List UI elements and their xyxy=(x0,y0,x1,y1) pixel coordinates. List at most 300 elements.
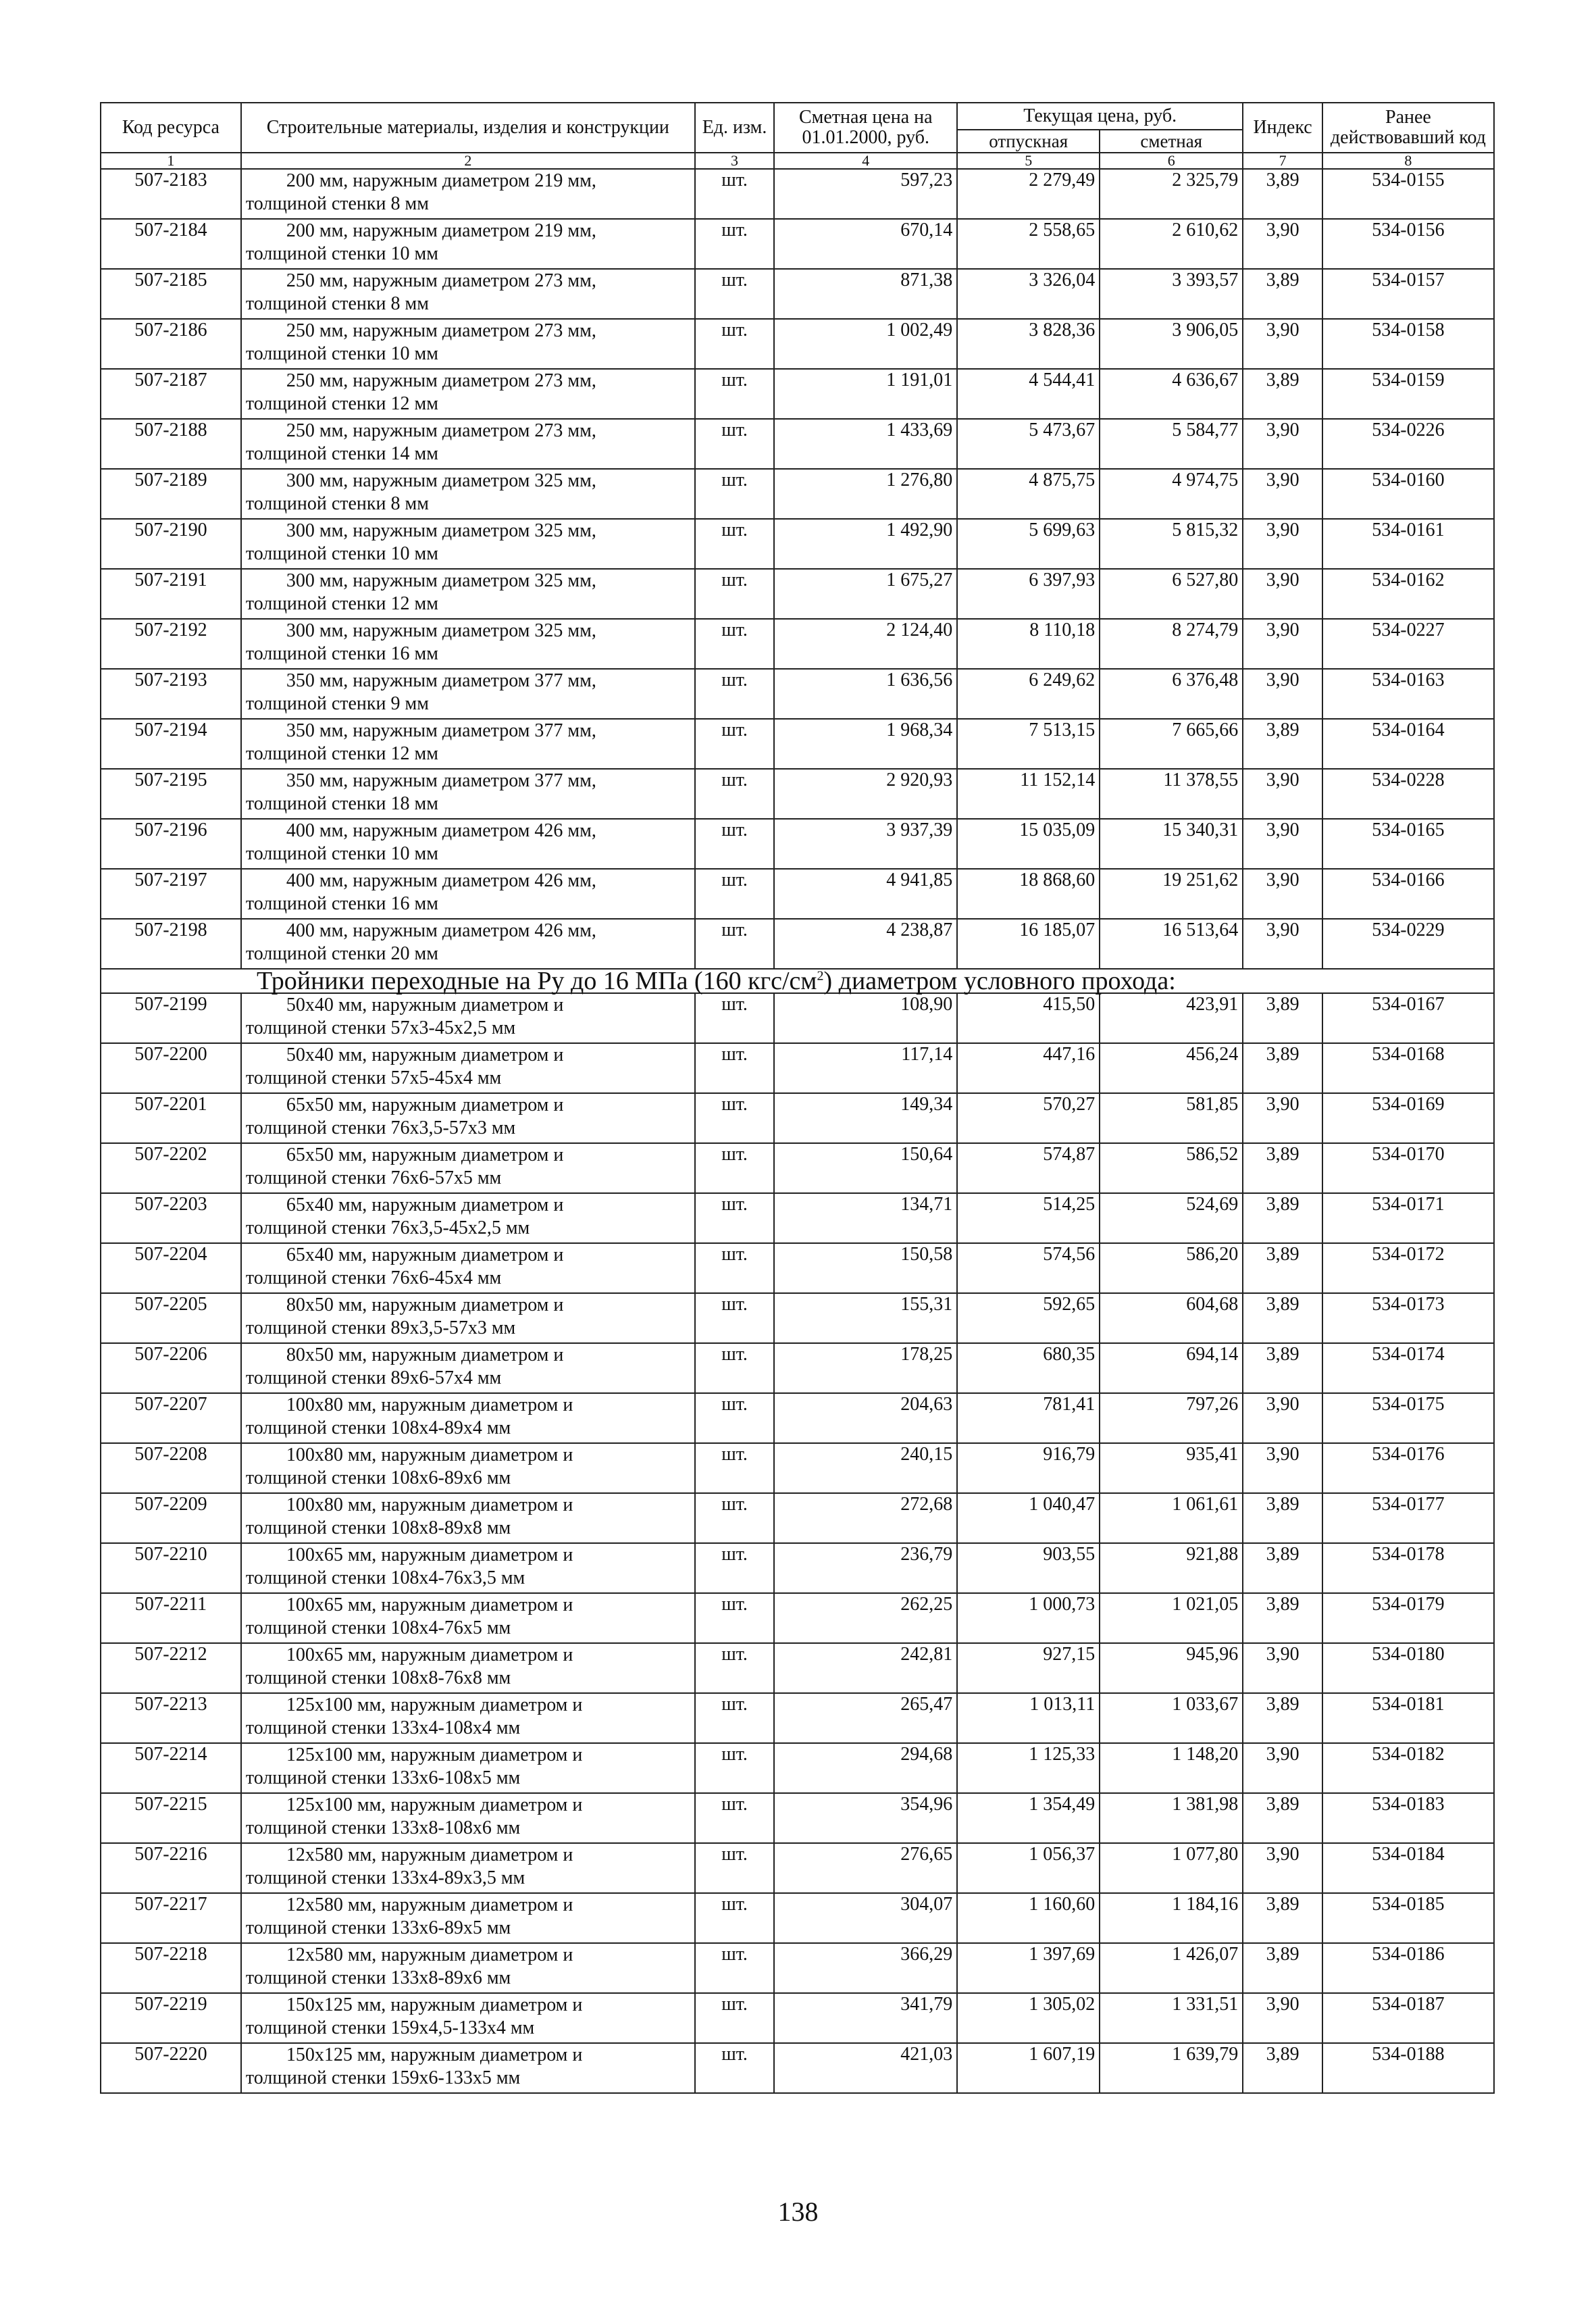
previous-code: 534-0167 xyxy=(1322,993,1494,1043)
price-index: 3,89 xyxy=(1243,1493,1322,1543)
description-line2: толщиной стенки 14 мм xyxy=(245,443,438,464)
unit: шт. xyxy=(695,419,775,469)
unit: шт. xyxy=(695,1093,775,1143)
previous-code: 534-0187 xyxy=(1322,1993,1494,2043)
base-price: 134,71 xyxy=(774,1193,957,1243)
resource-code: 507-2217 xyxy=(101,1893,241,1943)
unit: шт. xyxy=(695,1843,775,1893)
previous-code: 534-0227 xyxy=(1322,619,1494,669)
base-price: 150,58 xyxy=(774,1243,957,1293)
previous-code: 534-0181 xyxy=(1322,1693,1494,1743)
table-row xyxy=(101,919,1494,969)
wholesale-price: 1 013,11 xyxy=(957,1693,1100,1743)
resource-code: 507-2204 xyxy=(101,1243,241,1293)
unit: шт. xyxy=(695,319,775,369)
wholesale-price: 1 160,60 xyxy=(957,1893,1100,1943)
price-index: 3,89 xyxy=(1243,1893,1322,1943)
unit: шт. xyxy=(695,1293,775,1343)
base-price: 108,90 xyxy=(774,993,957,1043)
price-index: 3,90 xyxy=(1243,1843,1322,1893)
previous-code: 534-0170 xyxy=(1322,1143,1494,1193)
base-price: 366,29 xyxy=(774,1943,957,1993)
unit: шт. xyxy=(695,1193,775,1243)
description-line1: 250 мм, наружным диаметром 273 мм, xyxy=(286,370,596,391)
table-row xyxy=(101,1293,1494,1343)
section-heading-row xyxy=(101,969,1494,993)
description-line2: толщиной стенки 18 мм xyxy=(245,793,438,814)
base-price: 1 276,80 xyxy=(774,469,957,519)
previous-code: 534-0173 xyxy=(1322,1293,1494,1343)
resource-code: 507-2198 xyxy=(101,919,241,969)
description-line1: 65х50 мм, наружным диаметром и xyxy=(286,1095,564,1115)
description-line1: 100х80 мм, наружным диаметром и xyxy=(286,1444,573,1465)
resource-code: 507-2209 xyxy=(101,1493,241,1543)
estimate-price: 1 639,79 xyxy=(1100,2043,1243,2093)
description-line1: 100х80 мм, наружным диаметром и xyxy=(286,1394,573,1415)
wholesale-price: 680,35 xyxy=(957,1343,1100,1393)
resource-code: 507-2187 xyxy=(101,369,241,419)
unit: шт. xyxy=(695,1493,775,1543)
resource-code: 507-2212 xyxy=(101,1643,241,1693)
table-row xyxy=(101,1143,1494,1193)
table-row xyxy=(101,669,1494,719)
base-price: 1 191,01 xyxy=(774,369,957,419)
previous-code: 534-0175 xyxy=(1322,1393,1494,1443)
estimate-price: 581,85 xyxy=(1100,1093,1243,1143)
unit: шт. xyxy=(695,1643,775,1693)
unit: шт. xyxy=(695,719,775,769)
description-line2: толщиной стенки 57х3-45х2,5 мм xyxy=(245,1017,516,1038)
previous-code: 534-0165 xyxy=(1322,819,1494,869)
material-description xyxy=(241,1443,695,1493)
material-description xyxy=(241,1643,695,1693)
resource-code: 507-2215 xyxy=(101,1793,241,1843)
header-row xyxy=(101,103,1494,130)
wholesale-price: 5 473,67 xyxy=(957,419,1100,469)
table-body-tees xyxy=(101,993,1494,2093)
resource-code: 507-2188 xyxy=(101,419,241,469)
estimate-price: 694,14 xyxy=(1100,1343,1243,1393)
table-row xyxy=(101,1043,1494,1093)
previous-code: 534-0178 xyxy=(1322,1543,1494,1593)
description-line2: толщиной стенки 12 мм xyxy=(245,743,438,764)
wholesale-price: 574,87 xyxy=(957,1143,1100,1193)
description-line2: толщиной стенки 108х4-76х5 мм xyxy=(245,1617,511,1638)
estimate-price: 3 906,05 xyxy=(1100,319,1243,369)
description-line1: 80х50 мм, наружным диаметром и xyxy=(286,1294,564,1315)
resource-code: 507-2213 xyxy=(101,1693,241,1743)
base-price: 304,07 xyxy=(774,1893,957,1943)
header-previous-code: Ранее действовавший код xyxy=(1322,103,1494,153)
estimate-price: 586,20 xyxy=(1100,1243,1243,1293)
description-line2: толщиной стенки 12 мм xyxy=(245,393,438,414)
unit: шт. xyxy=(695,169,775,219)
price-index: 3,90 xyxy=(1243,1443,1322,1493)
description-line1: 300 мм, наружным диаметром 325 мм, xyxy=(286,520,596,541)
estimate-price: 6 527,80 xyxy=(1100,569,1243,619)
description-line2: толщиной стенки 108х4-89х4 мм xyxy=(245,1417,511,1438)
price-index: 3,90 xyxy=(1243,1093,1322,1143)
unit: шт. xyxy=(695,1943,775,1993)
material-description xyxy=(241,669,695,719)
estimate-price: 456,24 xyxy=(1100,1043,1243,1093)
estimate-price: 8 274,79 xyxy=(1100,619,1243,669)
base-price: 2 124,40 xyxy=(774,619,957,669)
resource-code: 507-2206 xyxy=(101,1343,241,1393)
resource-code: 507-2205 xyxy=(101,1293,241,1343)
table-row xyxy=(101,1893,1494,1943)
description-line2: толщиной стенки 108х8-89х8 мм xyxy=(245,1517,511,1538)
material-description xyxy=(241,1593,695,1643)
price-index: 3,90 xyxy=(1243,869,1322,919)
table-row xyxy=(101,819,1494,869)
column-number: 2 xyxy=(241,153,695,169)
estimate-price: 1 061,61 xyxy=(1100,1493,1243,1543)
unit: шт. xyxy=(695,1793,775,1843)
material-description xyxy=(241,1743,695,1793)
header-unit: Ед. изм. xyxy=(695,103,775,153)
previous-code: 534-0228 xyxy=(1322,769,1494,819)
estimate-price: 797,26 xyxy=(1100,1393,1243,1443)
unit: шт. xyxy=(695,569,775,619)
price-index: 3,90 xyxy=(1243,319,1322,369)
description-line1: 300 мм, наружным диаметром 325 мм, xyxy=(286,620,596,641)
previous-code: 534-0172 xyxy=(1322,1243,1494,1293)
price-index: 3,90 xyxy=(1243,1643,1322,1693)
column-number: 8 xyxy=(1322,153,1494,169)
resource-code: 507-2210 xyxy=(101,1543,241,1593)
material-description xyxy=(241,369,695,419)
table-body-pipes xyxy=(101,169,1494,969)
wholesale-price: 415,50 xyxy=(957,993,1100,1043)
unit: шт. xyxy=(695,1143,775,1193)
material-description xyxy=(241,469,695,519)
table-row xyxy=(101,169,1494,219)
section-heading-text-end: ) диаметром условного прохода: xyxy=(823,967,1176,995)
base-price: 341,79 xyxy=(774,1993,957,2043)
table-row xyxy=(101,1693,1494,1743)
description-line2: толщиной стенки 89х6-57х4 мм xyxy=(245,1367,502,1388)
base-price: 1 492,90 xyxy=(774,519,957,569)
table-row xyxy=(101,1843,1494,1893)
estimate-price: 1 148,20 xyxy=(1100,1743,1243,1793)
base-price: 149,34 xyxy=(774,1093,957,1143)
material-description xyxy=(241,769,695,819)
price-index: 3,89 xyxy=(1243,1343,1322,1393)
description-line1: 125х100 мм, наружным диаметром и xyxy=(286,1744,583,1765)
base-price: 155,31 xyxy=(774,1293,957,1343)
estimate-price: 1 021,05 xyxy=(1100,1593,1243,1643)
wholesale-price: 1 607,19 xyxy=(957,2043,1100,2093)
table-row xyxy=(101,419,1494,469)
previous-code: 534-0159 xyxy=(1322,369,1494,419)
column-number-row xyxy=(101,153,1494,169)
estimate-price: 945,96 xyxy=(1100,1643,1243,1693)
estimate-price: 921,88 xyxy=(1100,1543,1243,1593)
base-price: 276,65 xyxy=(774,1843,957,1893)
wholesale-price: 916,79 xyxy=(957,1443,1100,1493)
description-line2: толщиной стенки 57х5-45х4 мм xyxy=(245,1067,502,1088)
unit: шт. xyxy=(695,1743,775,1793)
base-price: 262,25 xyxy=(774,1593,957,1643)
column-number: 7 xyxy=(1243,153,1322,169)
description-line2: толщиной стенки 10 мм xyxy=(245,343,438,364)
column-number: 6 xyxy=(1100,153,1243,169)
material-description xyxy=(241,269,695,319)
price-table-page xyxy=(100,102,1495,2094)
description-line2: толщиной стенки 133х8-108х6 мм xyxy=(245,1817,521,1838)
material-description xyxy=(241,1093,695,1143)
estimate-price: 19 251,62 xyxy=(1100,869,1243,919)
wholesale-price: 1 040,47 xyxy=(957,1493,1100,1543)
description-line2: толщиной стенки 16 мм xyxy=(245,893,438,914)
estimate-price: 6 376,48 xyxy=(1100,669,1243,719)
material-description xyxy=(241,1543,695,1593)
description-line1: 100х80 мм, наружным диаметром и xyxy=(286,1494,573,1515)
description-line1: 200 мм, наружным диаметром 219 мм, xyxy=(286,220,596,241)
wholesale-price: 2 279,49 xyxy=(957,169,1100,219)
description-line2: толщиной стенки 133х6-108х5 мм xyxy=(245,1767,521,1788)
description-line2: толщиной стенки 108х6-89х6 мм xyxy=(245,1467,511,1488)
base-price: 871,38 xyxy=(774,269,957,319)
description-line1: 400 мм, наружным диаметром 426 мм, xyxy=(286,870,596,891)
wholesale-price: 16 185,07 xyxy=(957,919,1100,969)
estimate-price: 423,91 xyxy=(1100,993,1243,1043)
price-index: 3,90 xyxy=(1243,919,1322,969)
material-description xyxy=(241,419,695,469)
estimate-price: 524,69 xyxy=(1100,1193,1243,1243)
estimate-price: 1 077,80 xyxy=(1100,1843,1243,1893)
estimate-price: 7 665,66 xyxy=(1100,719,1243,769)
previous-code: 534-0158 xyxy=(1322,319,1494,369)
base-price: 1 636,56 xyxy=(774,669,957,719)
description-line1: 65х40 мм, наружным диаметром и xyxy=(286,1244,564,1265)
price-index: 3,89 xyxy=(1243,369,1322,419)
previous-code: 534-0177 xyxy=(1322,1493,1494,1543)
unit: шт. xyxy=(695,769,775,819)
wholesale-price: 3 828,36 xyxy=(957,319,1100,369)
resource-code: 507-2199 xyxy=(101,993,241,1043)
previous-code: 534-0180 xyxy=(1322,1643,1494,1693)
table-row xyxy=(101,2043,1494,2093)
description-line1: 350 мм, наружным диаметром 377 мм, xyxy=(286,670,596,691)
price-index: 3,89 xyxy=(1243,169,1322,219)
unit: шт. xyxy=(695,219,775,269)
table-row xyxy=(101,1243,1494,1293)
material-description xyxy=(241,1993,695,2043)
estimate-price: 11 378,55 xyxy=(1100,769,1243,819)
description-line1: 125х100 мм, наружным диаметром и xyxy=(286,1794,583,1815)
header-current-price: Текущая цена, руб. xyxy=(957,103,1243,130)
price-index: 3,89 xyxy=(1243,1193,1322,1243)
wholesale-price: 3 326,04 xyxy=(957,269,1100,319)
description-line1: 150х125 мм, наружным диаметром и xyxy=(286,2044,583,2065)
resource-code: 507-2197 xyxy=(101,869,241,919)
resource-code: 507-2195 xyxy=(101,769,241,819)
resource-code: 507-2219 xyxy=(101,1993,241,2043)
resource-code: 507-2203 xyxy=(101,1193,241,1243)
wholesale-price: 5 699,63 xyxy=(957,519,1100,569)
table-row xyxy=(101,769,1494,819)
material-description xyxy=(241,1393,695,1443)
base-price: 236,79 xyxy=(774,1543,957,1593)
description-line1: 65х50 мм, наружным диаметром и xyxy=(286,1145,564,1165)
table-row xyxy=(101,519,1494,569)
base-price: 178,25 xyxy=(774,1343,957,1393)
wholesale-price: 903,55 xyxy=(957,1543,1100,1593)
previous-code: 534-0226 xyxy=(1322,419,1494,469)
wholesale-price: 18 868,60 xyxy=(957,869,1100,919)
material-description xyxy=(241,1293,695,1343)
base-price: 117,14 xyxy=(774,1043,957,1093)
base-price: 4 238,87 xyxy=(774,919,957,969)
price-index: 3,90 xyxy=(1243,569,1322,619)
description-line1: 300 мм, наружным диаметром 325 мм, xyxy=(286,570,596,591)
wholesale-price: 15 035,09 xyxy=(957,819,1100,869)
table-row xyxy=(101,1193,1494,1243)
base-price: 1 002,49 xyxy=(774,319,957,369)
table-row xyxy=(101,1343,1494,1393)
description-line1: 200 мм, наружным диаметром 219 мм, xyxy=(286,170,596,191)
base-price: 240,15 xyxy=(774,1443,957,1493)
description-line2: толщиной стенки 8 мм xyxy=(245,193,429,214)
previous-code: 534-0160 xyxy=(1322,469,1494,519)
previous-code: 534-0162 xyxy=(1322,569,1494,619)
resource-code: 507-2191 xyxy=(101,569,241,619)
description-line1: 12х580 мм, наружным диаметром и xyxy=(286,1944,573,1965)
description-line1: 12х580 мм, наружным диаметром и xyxy=(286,1894,573,1915)
description-line1: 65х40 мм, наружным диаметром и xyxy=(286,1194,564,1215)
previous-code: 534-0229 xyxy=(1322,919,1494,969)
price-index: 3,89 xyxy=(1243,993,1322,1043)
header-code: Код ресурса xyxy=(101,103,241,153)
unit: шт. xyxy=(695,1893,775,1943)
table-row xyxy=(101,1793,1494,1843)
wholesale-price: 8 110,18 xyxy=(957,619,1100,669)
unit: шт. xyxy=(695,1393,775,1443)
wholesale-price: 1 397,69 xyxy=(957,1943,1100,1993)
table-row xyxy=(101,869,1494,919)
base-price: 421,03 xyxy=(774,2043,957,2093)
column-number: 4 xyxy=(774,153,957,169)
header-materials: Строительные материалы, изделия и конструкции xyxy=(241,103,695,153)
description-line1: 250 мм, наружным диаметром 273 мм, xyxy=(286,420,596,441)
description-line2: толщиной стенки 10 мм xyxy=(245,543,438,564)
material-description xyxy=(241,619,695,669)
price-index: 3,90 xyxy=(1243,769,1322,819)
table-row xyxy=(101,619,1494,669)
previous-code: 534-0169 xyxy=(1322,1093,1494,1143)
table-row xyxy=(101,1943,1494,1993)
section-heading xyxy=(101,969,1494,993)
resource-code: 507-2194 xyxy=(101,719,241,769)
price-index: 3,89 xyxy=(1243,1043,1322,1093)
description-line2: толщиной стенки 76х6-45х4 мм xyxy=(245,1267,502,1288)
previous-code: 534-0155 xyxy=(1322,169,1494,219)
price-index: 3,90 xyxy=(1243,669,1322,719)
previous-code: 534-0168 xyxy=(1322,1043,1494,1093)
description-line2: толщиной стенки 76х6-57х5 мм xyxy=(245,1167,502,1188)
unit: шт. xyxy=(695,1043,775,1093)
previous-code: 534-0185 xyxy=(1322,1893,1494,1943)
wholesale-price: 1 354,49 xyxy=(957,1793,1100,1843)
previous-code: 534-0182 xyxy=(1322,1743,1494,1793)
wholesale-price: 6 249,62 xyxy=(957,669,1100,719)
resource-code: 507-2186 xyxy=(101,319,241,369)
unit: шт. xyxy=(695,869,775,919)
table-row xyxy=(101,993,1494,1043)
estimate-price: 4 974,75 xyxy=(1100,469,1243,519)
estimate-price: 5 815,32 xyxy=(1100,519,1243,569)
estimate-price: 4 636,67 xyxy=(1100,369,1243,419)
price-index: 3,90 xyxy=(1243,1393,1322,1443)
previous-code: 534-0157 xyxy=(1322,269,1494,319)
wholesale-price: 574,56 xyxy=(957,1243,1100,1293)
section-heading-sup: 2 xyxy=(817,968,824,984)
estimate-price: 935,41 xyxy=(1100,1443,1243,1493)
table-row xyxy=(101,1493,1494,1543)
base-price: 150,64 xyxy=(774,1143,957,1193)
wholesale-price: 1 000,73 xyxy=(957,1593,1100,1643)
resource-code: 507-2214 xyxy=(101,1743,241,1793)
wholesale-price: 447,16 xyxy=(957,1043,1100,1093)
unit: шт. xyxy=(695,669,775,719)
estimate-price: 604,68 xyxy=(1100,1293,1243,1343)
wholesale-price: 592,65 xyxy=(957,1293,1100,1343)
material-description xyxy=(241,1193,695,1243)
price-index: 3,89 xyxy=(1243,2043,1322,2093)
material-description xyxy=(241,1043,695,1093)
resource-code: 507-2193 xyxy=(101,669,241,719)
table-row xyxy=(101,1743,1494,1793)
wholesale-price: 781,41 xyxy=(957,1393,1100,1443)
table-row xyxy=(101,369,1494,419)
description-line2: толщиной стенки 76х3,5-45х2,5 мм xyxy=(245,1217,530,1238)
table-row xyxy=(101,1543,1494,1593)
wholesale-price: 514,25 xyxy=(957,1193,1100,1243)
wholesale-price: 4 544,41 xyxy=(957,369,1100,419)
base-price: 265,47 xyxy=(774,1693,957,1743)
base-price: 242,81 xyxy=(774,1643,957,1693)
resource-code: 507-2200 xyxy=(101,1043,241,1093)
material-description xyxy=(241,169,695,219)
table-row xyxy=(101,719,1494,769)
price-index: 3,90 xyxy=(1243,819,1322,869)
description-line2: толщиной стенки 89х3,5-57х3 мм xyxy=(245,1317,516,1338)
previous-code: 534-0171 xyxy=(1322,1193,1494,1243)
description-line2: толщиной стенки 8 мм xyxy=(245,293,429,314)
wholesale-price: 1 056,37 xyxy=(957,1843,1100,1893)
wholesale-price: 927,15 xyxy=(957,1643,1100,1693)
page-number: 138 xyxy=(777,2196,819,2227)
header-base-price: Сметная цена на 01.01.2000, руб. xyxy=(774,103,957,153)
resource-code: 507-2207 xyxy=(101,1393,241,1443)
wholesale-price: 6 397,93 xyxy=(957,569,1100,619)
resource-code: 507-2216 xyxy=(101,1843,241,1893)
previous-code: 534-0164 xyxy=(1322,719,1494,769)
description-line1: 100х65 мм, наружным диаметром и xyxy=(286,1644,573,1665)
wholesale-price: 2 558,65 xyxy=(957,219,1100,269)
price-index: 3,89 xyxy=(1243,1143,1322,1193)
description-line2: толщиной стенки 133х4-89х3,5 мм xyxy=(245,1867,525,1888)
resource-code: 507-2220 xyxy=(101,2043,241,2093)
description-line1: 100х65 мм, наружным диаметром и xyxy=(286,1594,573,1615)
table-row xyxy=(101,1593,1494,1643)
material-description xyxy=(241,2043,695,2093)
description-line1: 150х125 мм, наружным диаметром и xyxy=(286,1994,583,2015)
section-body xyxy=(101,969,1494,993)
description-line1: 400 мм, наружным диаметром 426 мм, xyxy=(286,920,596,941)
